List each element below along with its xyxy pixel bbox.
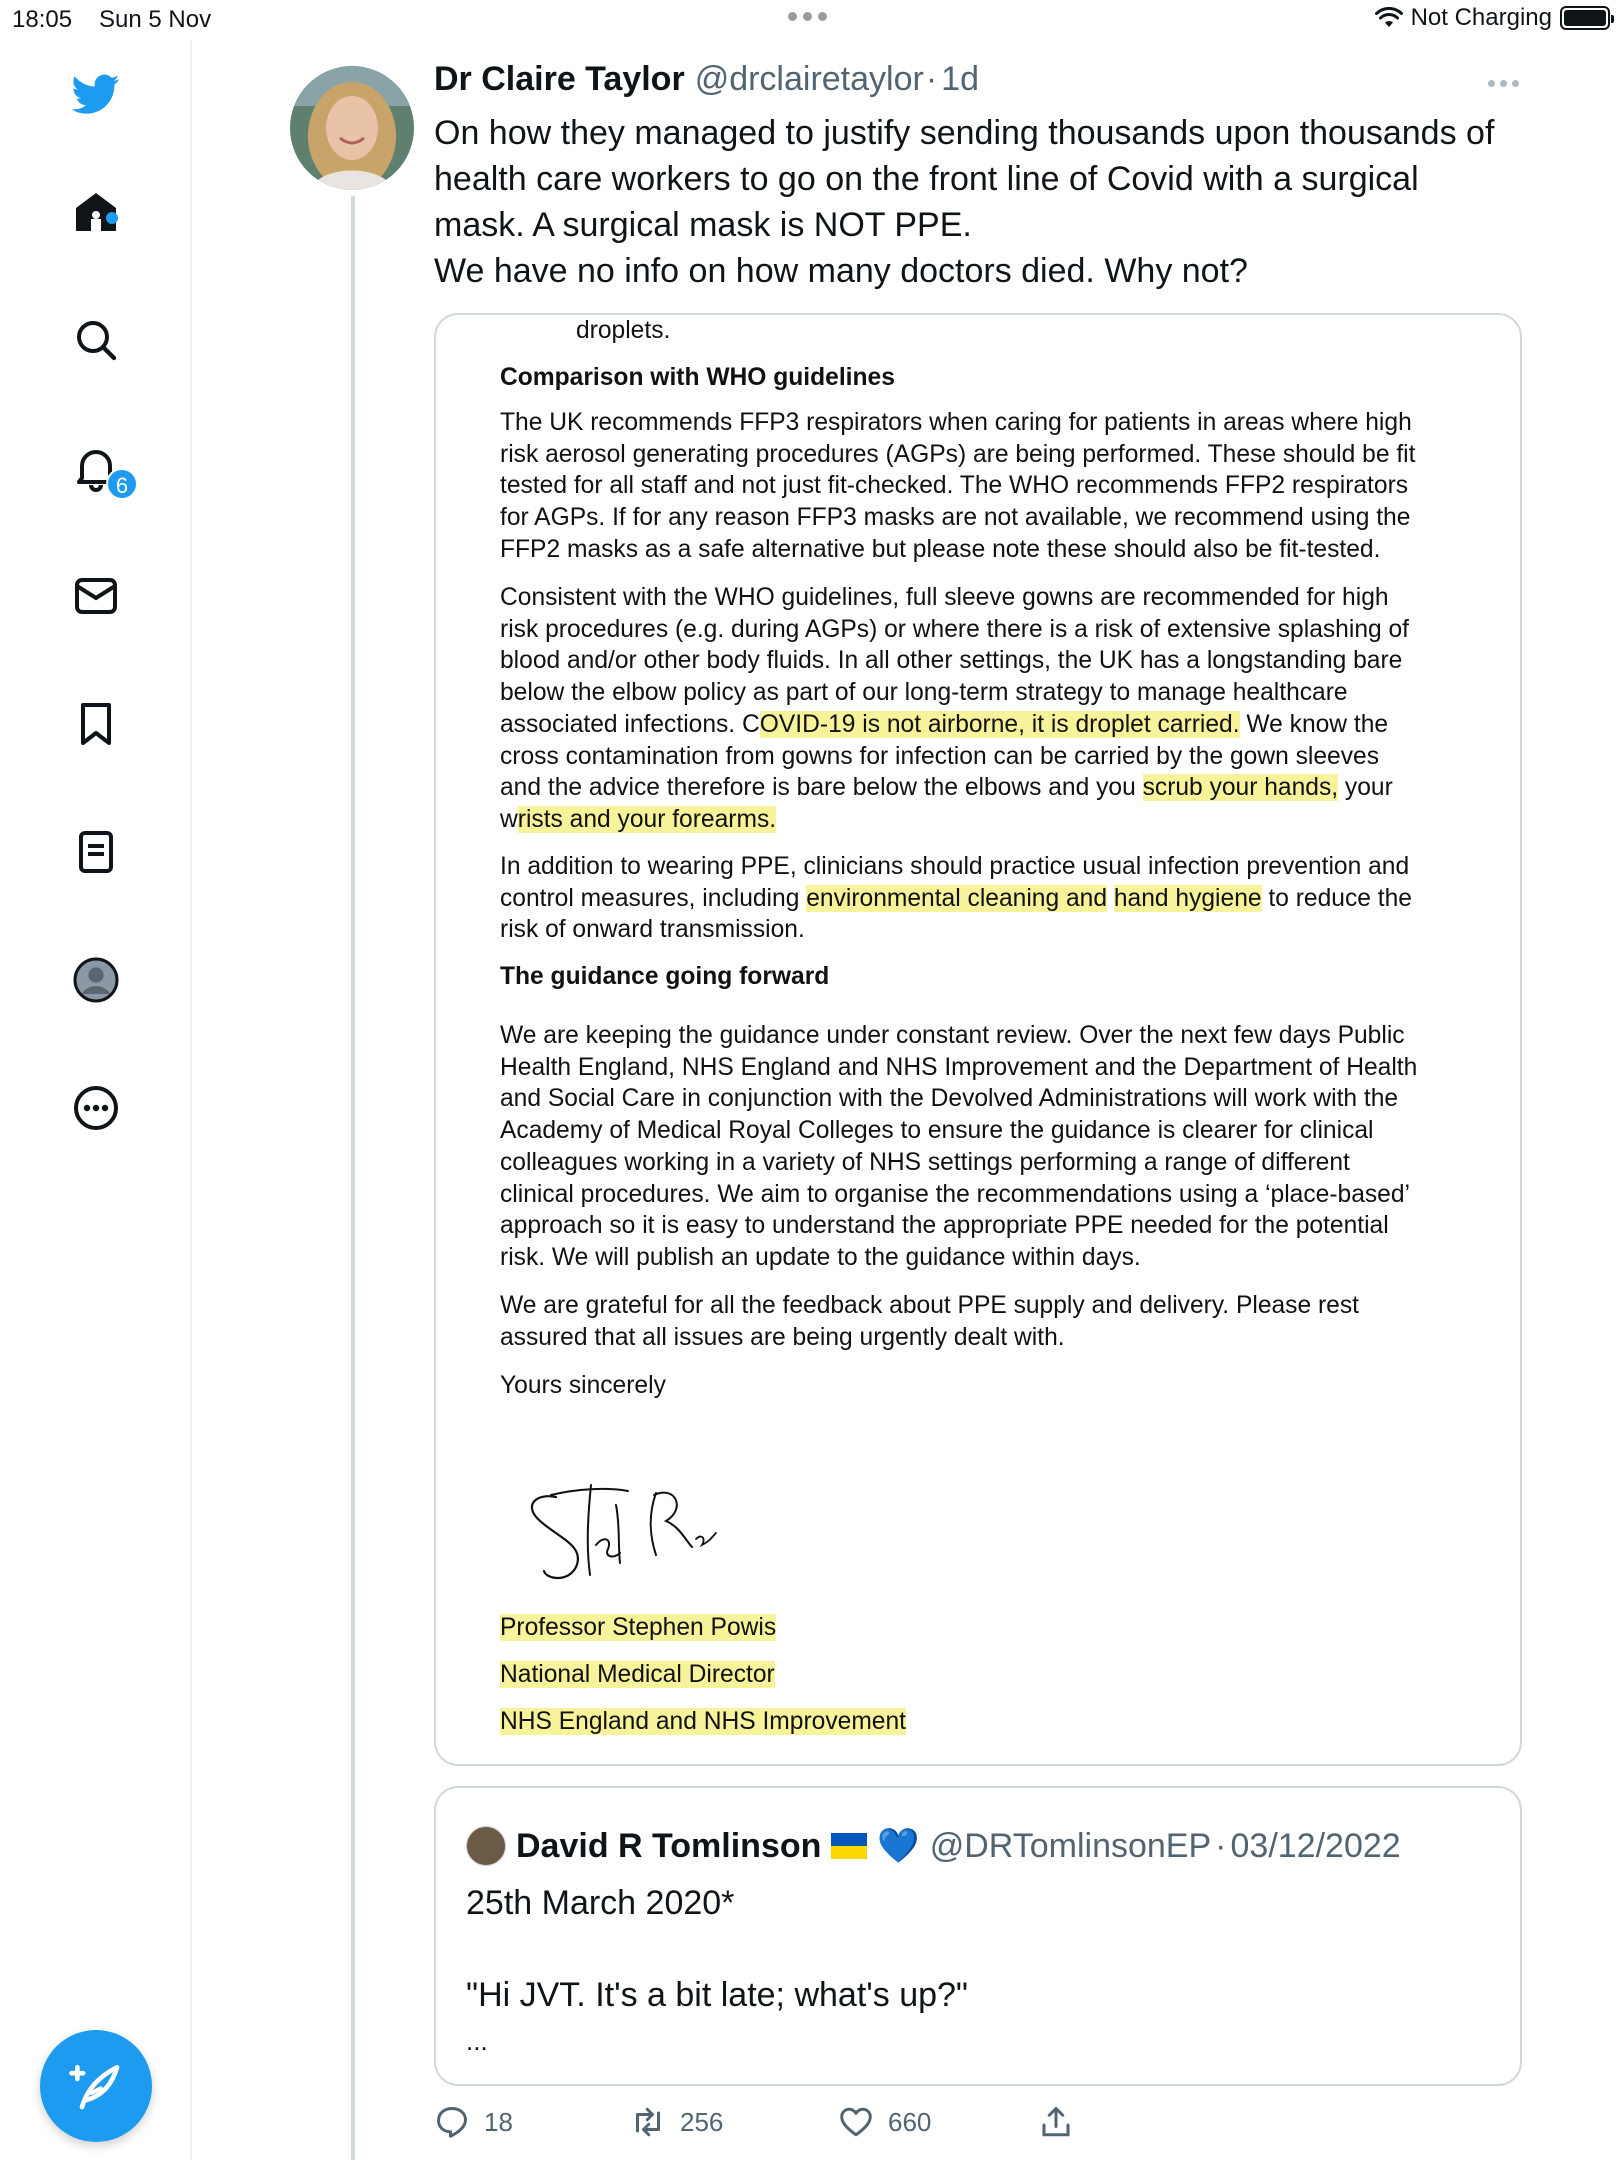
retweet-icon [630,2104,666,2140]
doc-highlight: environmental cleaning and [806,884,1108,912]
avatar[interactable] [290,66,414,190]
doc-text: We know the [1239,710,1389,738]
quoted-separator: · [1215,1826,1227,1865]
bookmarks-icon[interactable] [64,692,128,756]
doc-signatory-org: NHS England and NHS Improvement [500,1708,906,1735]
doc-line: Consistent with the WHO guidelines, full sleeve gowns are recommended for high [500,584,1389,611]
doc-highlight: rists and your forearms. [517,805,777,833]
quoted-avatar [466,1826,506,1866]
notification-badge: 6 [106,468,138,500]
doc-heading-forward: The guidance going forward [500,963,830,990]
doc-line: We are grateful for all the feedback about PPE supply and delivery. Please rest [500,1292,1359,1319]
quoted-text-line: ... [466,2026,488,2056]
doc-line: blood and/or other body fluids. In all other settings, the UK has a longstanding bare [500,647,1403,675]
doc-line: Health England, NHS England and NHS Improvement and the Department of Health [500,1053,1418,1081]
like-count: 660 [888,2106,932,2137]
doc-line: for AGPs. If for any reason FFP3 masks are not available, we recommend using the [500,504,1411,532]
retweet-count: 256 [680,2106,724,2137]
sidebar [0,40,192,2160]
tweet-text [434,110,1534,294]
doc-text: control measures, including [500,884,807,912]
status-date: Sun 5 Nov [99,6,212,33]
home-icon[interactable] [64,180,128,244]
reply-button[interactable] [434,2104,513,2140]
doc-paragraph-2 [500,582,1500,836]
quoted-tweet[interactable] [434,1786,1522,2086]
doc-line: In addition to wearing PPE, clinicians should practice usual infection prevention and [500,853,1410,880]
profile-icon[interactable] [64,948,128,1012]
doc-text: and the advice therefore is bare below the elbows and you [500,774,1143,802]
doc-line: FFP2 masks as a safe alternative but please note these should also be fit-tested. [500,535,1381,563]
quoted-text-line [466,1926,1466,1972]
status-right [1375,4,1610,32]
charging-status: Not Charging [1410,4,1552,31]
header-separator: · [925,60,938,98]
doc-line: risk aerosol generating procedures (AGPs) are being performed. These should be fit [500,440,1416,468]
search-icon[interactable] [64,308,128,372]
thread-line [351,196,355,2160]
tweet-header [434,60,979,99]
doc-line [500,709,1500,741]
doc-paragraph-4 [500,1020,1500,1274]
doc-highlight: scrub your hands, [1142,774,1339,802]
quoted-author-handle: @DRTomlinsonEP [929,1826,1212,1865]
quoted-tweet-header [466,1826,1401,1866]
tweet-text-line: We have no info on how many doctors died. Why not? [434,252,1248,290]
tweet-time[interactable]: 1d [941,60,979,98]
doc-text: associated infections. C [500,710,760,738]
doc-text: w [500,805,518,833]
author-name[interactable]: Dr Claire Taylor [434,60,685,98]
doc-line: risk. We will publish an update to the guidance within days. [500,1243,1141,1271]
doc-line [500,772,1500,804]
ukraine-flag-icon [831,1833,867,1859]
doc-line: risk of onward transmission. [500,916,805,944]
wifi-icon [1375,7,1403,29]
heart-icon [838,2104,874,2140]
tweet-text-line: mask. A surgical mask is NOT PPE. [434,206,972,244]
compose-tweet-button[interactable] [40,2030,152,2142]
share-icon [1038,2104,1074,2140]
status-bar [0,0,1620,40]
multitasking-dots-icon[interactable] [788,12,827,21]
doc-line [500,883,1500,915]
doc-line: and Social Care in conjunction with the Devolved Administrations will work with the [500,1085,1399,1113]
tweet-actions [434,2104,1534,2152]
twitter-logo-icon[interactable] [64,62,128,126]
doc-paragraph-3 [500,851,1500,946]
retweet-button[interactable] [630,2104,723,2140]
doc-line [500,804,1500,836]
doc-line: cross contamination from gowns for infection can be carried by the gown sleeves [500,742,1379,770]
like-button[interactable] [838,2104,931,2140]
home-notification-dot [106,212,118,224]
quoted-text-line: 25th March 2020* [466,1884,735,1922]
quoted-date: 03/12/2022 [1230,1826,1401,1865]
author-handle[interactable]: @drclairetaylor [694,60,924,98]
quoted-author-name: David R Tomlinson [516,1826,822,1865]
doc-line: We are keeping the guidance under constant review. Over the next few days Public [500,1022,1405,1049]
messages-icon[interactable] [64,564,128,628]
quoted-tweet-text [466,1880,1466,2064]
doc-signatory-title: National Medical Director [500,1661,775,1688]
more-icon[interactable] [64,1076,128,1140]
reply-icon [434,2104,470,2140]
doc-text: to reduce the [1261,884,1412,912]
handwritten-signature [516,1475,756,1605]
doc-fragment: droplets. [576,317,671,344]
doc-closing: Yours sincerely [500,1372,666,1399]
doc-line: clinical procedures. We aim to organise the recommendations using a ‘place-based’ [500,1180,1410,1208]
share-button[interactable] [1038,2104,1074,2140]
doc-line: assured that all issues are being urgently dealt with. [500,1323,1065,1351]
quoted-text-line: "Hi JVT. It's a bit late; what's up?" [466,1976,968,2014]
doc-line: tested for all staff and not just fit-checked. The WHO recommends FFP2 respirators [500,472,1409,500]
tweet-text-line: On how they managed to justify sending thousands upon thousands of [434,114,1495,152]
blue-heart-emoji: 💙 [877,1827,920,1865]
lists-icon[interactable] [64,820,128,884]
doc-paragraph-1 [500,407,1500,566]
doc-text [1107,885,1114,912]
doc-paragraph-5 [500,1290,1500,1353]
tweet-text-line: health care workers to go on the front line of Covid with a surgical [434,160,1419,198]
doc-line: below the elbow policy as part of our long-term strategy to manage healthcare [500,679,1348,707]
doc-highlight: OVID-19 is not airborne, it is droplet carried. [759,710,1240,738]
doc-highlight: hand hygiene [1113,884,1262,912]
doc-signatory-name: Professor Stephen Powis [500,1614,777,1641]
status-time: 18:05 [12,6,73,33]
doc-text: your [1338,774,1393,802]
doc-heading-who: Comparison with WHO guidelines [500,364,895,391]
doc-line: The UK recommends FFP3 respirators when caring for patients in areas where high [500,409,1412,436]
doc-line: Academy of Medical Royal Colleges to ensure the guidance is clearer for clinical [500,1117,1374,1145]
doc-line: risk procedures (e.g. during AGPs) or where there is a risk of extensive splashing of [500,615,1410,643]
reply-count: 18 [484,2106,513,2137]
doc-line: colleagues working in a variety of NHS settings performing a range of different [500,1148,1350,1176]
tweet-more-options-icon[interactable] [1488,80,1519,87]
tweet-media-document[interactable] [434,313,1522,1766]
battery-icon [1560,6,1610,30]
compose-icon [68,2058,124,2114]
doc-line: approach so it is easy to understand the appropriate PPE needed for the potential [500,1212,1389,1240]
